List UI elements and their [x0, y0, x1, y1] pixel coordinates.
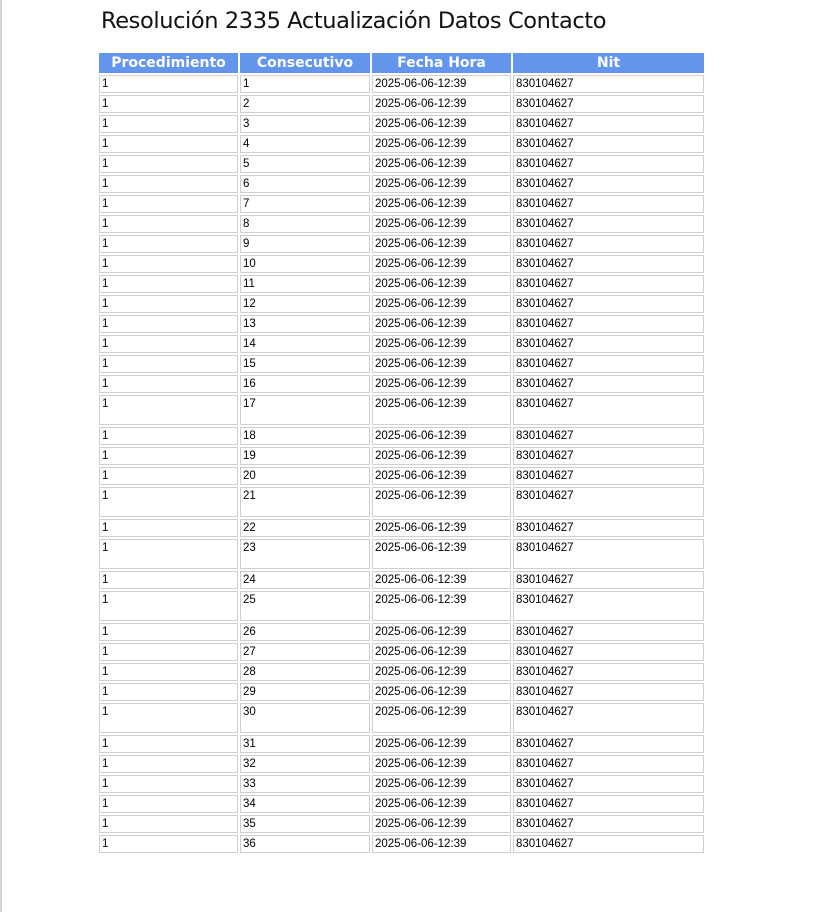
cell-nit: 830104627 — [513, 75, 704, 93]
cell-consecutivo: 30 — [240, 703, 370, 733]
cell-consecutivo: 5 — [240, 155, 370, 173]
column-header-procedimiento: Procedimiento — [99, 53, 238, 73]
cell-fecha-hora: 2025-06-06-12:39 — [372, 643, 511, 661]
cell-procedimiento: 1 — [99, 335, 238, 353]
cell-consecutivo: 26 — [240, 623, 370, 641]
cell-fecha-hora: 2025-06-06-12:39 — [372, 235, 511, 253]
table-row — [99, 275, 704, 293]
cell-procedimiento: 1 — [99, 467, 238, 485]
table-row — [99, 703, 704, 733]
cell-fecha-hora: 2025-06-06-12:39 — [372, 115, 511, 133]
cell-fecha-hora: 2025-06-06-12:39 — [372, 335, 511, 353]
table-row — [99, 427, 704, 445]
table-row — [99, 295, 704, 313]
table-row — [99, 835, 704, 853]
cell-procedimiento: 1 — [99, 623, 238, 641]
cell-procedimiento: 1 — [99, 703, 238, 733]
cell-fecha-hora: 2025-06-06-12:39 — [372, 735, 511, 753]
cell-nit: 830104627 — [513, 395, 704, 425]
cell-nit: 830104627 — [513, 235, 704, 253]
cell-nit: 830104627 — [513, 427, 704, 445]
cell-consecutivo: 13 — [240, 315, 370, 333]
cell-consecutivo: 24 — [240, 571, 370, 589]
cell-fecha-hora: 2025-06-06-12:39 — [372, 815, 511, 833]
cell-consecutivo: 31 — [240, 735, 370, 753]
cell-fecha-hora: 2025-06-06-12:39 — [372, 683, 511, 701]
cell-nit: 830104627 — [513, 175, 704, 193]
cell-procedimiento: 1 — [99, 375, 238, 393]
cell-fecha-hora: 2025-06-06-12:39 — [372, 315, 511, 333]
table-row — [99, 155, 704, 173]
cell-nit: 830104627 — [513, 255, 704, 273]
cell-procedimiento: 1 — [99, 519, 238, 537]
table-row — [99, 215, 704, 233]
column-header-fecha-hora: Fecha Hora — [372, 53, 511, 73]
cell-procedimiento: 1 — [99, 75, 238, 93]
table-row — [99, 447, 704, 465]
cell-fecha-hora: 2025-06-06-12:39 — [372, 755, 511, 773]
cell-consecutivo: 28 — [240, 663, 370, 681]
cell-nit: 830104627 — [513, 335, 704, 353]
table-row — [99, 795, 704, 813]
cell-procedimiento: 1 — [99, 355, 238, 373]
cell-fecha-hora: 2025-06-06-12:39 — [372, 135, 511, 153]
table-row — [99, 175, 704, 193]
cell-fecha-hora: 2025-06-06-12:39 — [372, 775, 511, 793]
cell-consecutivo: 3 — [240, 115, 370, 133]
cell-consecutivo: 10 — [240, 255, 370, 273]
cell-fecha-hora: 2025-06-06-12:39 — [372, 295, 511, 313]
cell-nit: 830104627 — [513, 487, 704, 517]
cell-nit: 830104627 — [513, 375, 704, 393]
cell-procedimiento: 1 — [99, 395, 238, 425]
cell-consecutivo: 14 — [240, 335, 370, 353]
table-row — [99, 755, 704, 773]
cell-consecutivo: 22 — [240, 519, 370, 537]
cell-consecutivo: 35 — [240, 815, 370, 833]
cell-fecha-hora: 2025-06-06-12:39 — [372, 355, 511, 373]
cell-nit: 830104627 — [513, 315, 704, 333]
cell-procedimiento: 1 — [99, 487, 238, 517]
table-row — [99, 395, 704, 425]
cell-nit: 830104627 — [513, 591, 704, 621]
cell-consecutivo: 6 — [240, 175, 370, 193]
cell-fecha-hora: 2025-06-06-12:39 — [372, 395, 511, 425]
cell-nit: 830104627 — [513, 835, 704, 853]
cell-nit: 830104627 — [513, 663, 704, 681]
cell-fecha-hora: 2025-06-06-12:39 — [372, 215, 511, 233]
table-body — [99, 75, 704, 853]
table-row — [99, 775, 704, 793]
cell-procedimiento: 1 — [99, 135, 238, 153]
cell-consecutivo: 27 — [240, 643, 370, 661]
cell-procedimiento: 1 — [99, 275, 238, 293]
table-row — [99, 643, 704, 661]
cell-consecutivo: 17 — [240, 395, 370, 425]
table-header-row — [99, 53, 704, 73]
cell-consecutivo: 33 — [240, 775, 370, 793]
cell-procedimiento: 1 — [99, 235, 238, 253]
table-row — [99, 135, 704, 153]
cell-fecha-hora: 2025-06-06-12:39 — [372, 663, 511, 681]
cell-consecutivo: 23 — [240, 539, 370, 569]
cell-consecutivo: 1 — [240, 75, 370, 93]
cell-nit: 830104627 — [513, 775, 704, 793]
cell-procedimiento: 1 — [99, 95, 238, 113]
cell-procedimiento: 1 — [99, 175, 238, 193]
cell-procedimiento: 1 — [99, 255, 238, 273]
table-row — [99, 315, 704, 333]
cell-consecutivo: 15 — [240, 355, 370, 373]
cell-nit: 830104627 — [513, 539, 704, 569]
cell-procedimiento: 1 — [99, 735, 238, 753]
cell-nit: 830104627 — [513, 95, 704, 113]
cell-procedimiento: 1 — [99, 775, 238, 793]
cell-nit: 830104627 — [513, 215, 704, 233]
cell-consecutivo: 34 — [240, 795, 370, 813]
cell-consecutivo: 18 — [240, 427, 370, 445]
table-row — [99, 487, 704, 517]
cell-consecutivo: 9 — [240, 235, 370, 253]
cell-fecha-hora: 2025-06-06-12:39 — [372, 519, 511, 537]
cell-procedimiento: 1 — [99, 571, 238, 589]
cell-nit: 830104627 — [513, 467, 704, 485]
cell-fecha-hora: 2025-06-06-12:39 — [372, 255, 511, 273]
cell-fecha-hora: 2025-06-06-12:39 — [372, 375, 511, 393]
table-row — [99, 571, 704, 589]
cell-consecutivo: 8 — [240, 215, 370, 233]
cell-fecha-hora: 2025-06-06-12:39 — [372, 591, 511, 621]
cell-consecutivo: 29 — [240, 683, 370, 701]
cell-fecha-hora: 2025-06-06-12:39 — [372, 75, 511, 93]
table-row — [99, 623, 704, 641]
table-row — [99, 255, 704, 273]
table-row — [99, 467, 704, 485]
page-left-edge — [0, 0, 2, 912]
column-header-nit: Nit — [513, 53, 704, 73]
cell-fecha-hora: 2025-06-06-12:39 — [372, 467, 511, 485]
cell-procedimiento: 1 — [99, 195, 238, 213]
cell-nit: 830104627 — [513, 571, 704, 589]
cell-nit: 830104627 — [513, 683, 704, 701]
cell-consecutivo: 20 — [240, 467, 370, 485]
cell-fecha-hora: 2025-06-06-12:39 — [372, 175, 511, 193]
cell-procedimiento: 1 — [99, 591, 238, 621]
table-row — [99, 683, 704, 701]
cell-nit: 830104627 — [513, 135, 704, 153]
records-table — [97, 51, 706, 855]
cell-nit: 830104627 — [513, 735, 704, 753]
cell-fecha-hora: 2025-06-06-12:39 — [372, 795, 511, 813]
cell-procedimiento: 1 — [99, 835, 238, 853]
cell-fecha-hora: 2025-06-06-12:39 — [372, 447, 511, 465]
cell-fecha-hora: 2025-06-06-12:39 — [372, 155, 511, 173]
cell-procedimiento: 1 — [99, 643, 238, 661]
cell-consecutivo: 11 — [240, 275, 370, 293]
cell-nit: 830104627 — [513, 295, 704, 313]
cell-procedimiento: 1 — [99, 215, 238, 233]
table-row — [99, 519, 704, 537]
cell-nit: 830104627 — [513, 519, 704, 537]
cell-fecha-hora: 2025-06-06-12:39 — [372, 275, 511, 293]
cell-fecha-hora: 2025-06-06-12:39 — [372, 539, 511, 569]
cell-nit: 830104627 — [513, 643, 704, 661]
cell-fecha-hora: 2025-06-06-12:39 — [372, 703, 511, 733]
table-row — [99, 355, 704, 373]
cell-procedimiento: 1 — [99, 815, 238, 833]
cell-fecha-hora: 2025-06-06-12:39 — [372, 487, 511, 517]
cell-consecutivo: 21 — [240, 487, 370, 517]
cell-nit: 830104627 — [513, 623, 704, 641]
cell-consecutivo: 36 — [240, 835, 370, 853]
cell-nit: 830104627 — [513, 795, 704, 813]
cell-nit: 830104627 — [513, 275, 704, 293]
table-row — [99, 375, 704, 393]
cell-procedimiento: 1 — [99, 795, 238, 813]
cell-fecha-hora: 2025-06-06-12:39 — [372, 195, 511, 213]
cell-procedimiento: 1 — [99, 683, 238, 701]
cell-fecha-hora: 2025-06-06-12:39 — [372, 95, 511, 113]
cell-consecutivo: 32 — [240, 755, 370, 773]
cell-procedimiento: 1 — [99, 115, 238, 133]
cell-nit: 830104627 — [513, 755, 704, 773]
document-title: Resolución 2335 Actualización Datos Contacto — [101, 8, 607, 34]
table-row — [99, 735, 704, 753]
cell-consecutivo: 25 — [240, 591, 370, 621]
table-row — [99, 539, 704, 569]
cell-procedimiento: 1 — [99, 315, 238, 333]
cell-consecutivo: 12 — [240, 295, 370, 313]
table-row — [99, 75, 704, 93]
table-row — [99, 95, 704, 113]
cell-nit: 830104627 — [513, 115, 704, 133]
cell-procedimiento: 1 — [99, 755, 238, 773]
cell-consecutivo: 16 — [240, 375, 370, 393]
table-row — [99, 591, 704, 621]
cell-nit: 830104627 — [513, 447, 704, 465]
table-row — [99, 115, 704, 133]
cell-procedimiento: 1 — [99, 155, 238, 173]
table-row — [99, 195, 704, 213]
table-row — [99, 335, 704, 353]
cell-consecutivo: 2 — [240, 95, 370, 113]
table-row — [99, 663, 704, 681]
cell-consecutivo: 7 — [240, 195, 370, 213]
cell-procedimiento: 1 — [99, 427, 238, 445]
cell-procedimiento: 1 — [99, 539, 238, 569]
cell-fecha-hora: 2025-06-06-12:39 — [372, 835, 511, 853]
column-header-consecutivo: Consecutivo — [240, 53, 370, 73]
table-row — [99, 815, 704, 833]
cell-consecutivo: 19 — [240, 447, 370, 465]
cell-nit: 830104627 — [513, 815, 704, 833]
cell-fecha-hora: 2025-06-06-12:39 — [372, 427, 511, 445]
cell-nit: 830104627 — [513, 355, 704, 373]
cell-procedimiento: 1 — [99, 295, 238, 313]
cell-fecha-hora: 2025-06-06-12:39 — [372, 623, 511, 641]
cell-procedimiento: 1 — [99, 663, 238, 681]
cell-procedimiento: 1 — [99, 447, 238, 465]
cell-fecha-hora: 2025-06-06-12:39 — [372, 571, 511, 589]
cell-nit: 830104627 — [513, 703, 704, 733]
table-row — [99, 235, 704, 253]
cell-nit: 830104627 — [513, 155, 704, 173]
cell-nit: 830104627 — [513, 195, 704, 213]
cell-consecutivo: 4 — [240, 135, 370, 153]
